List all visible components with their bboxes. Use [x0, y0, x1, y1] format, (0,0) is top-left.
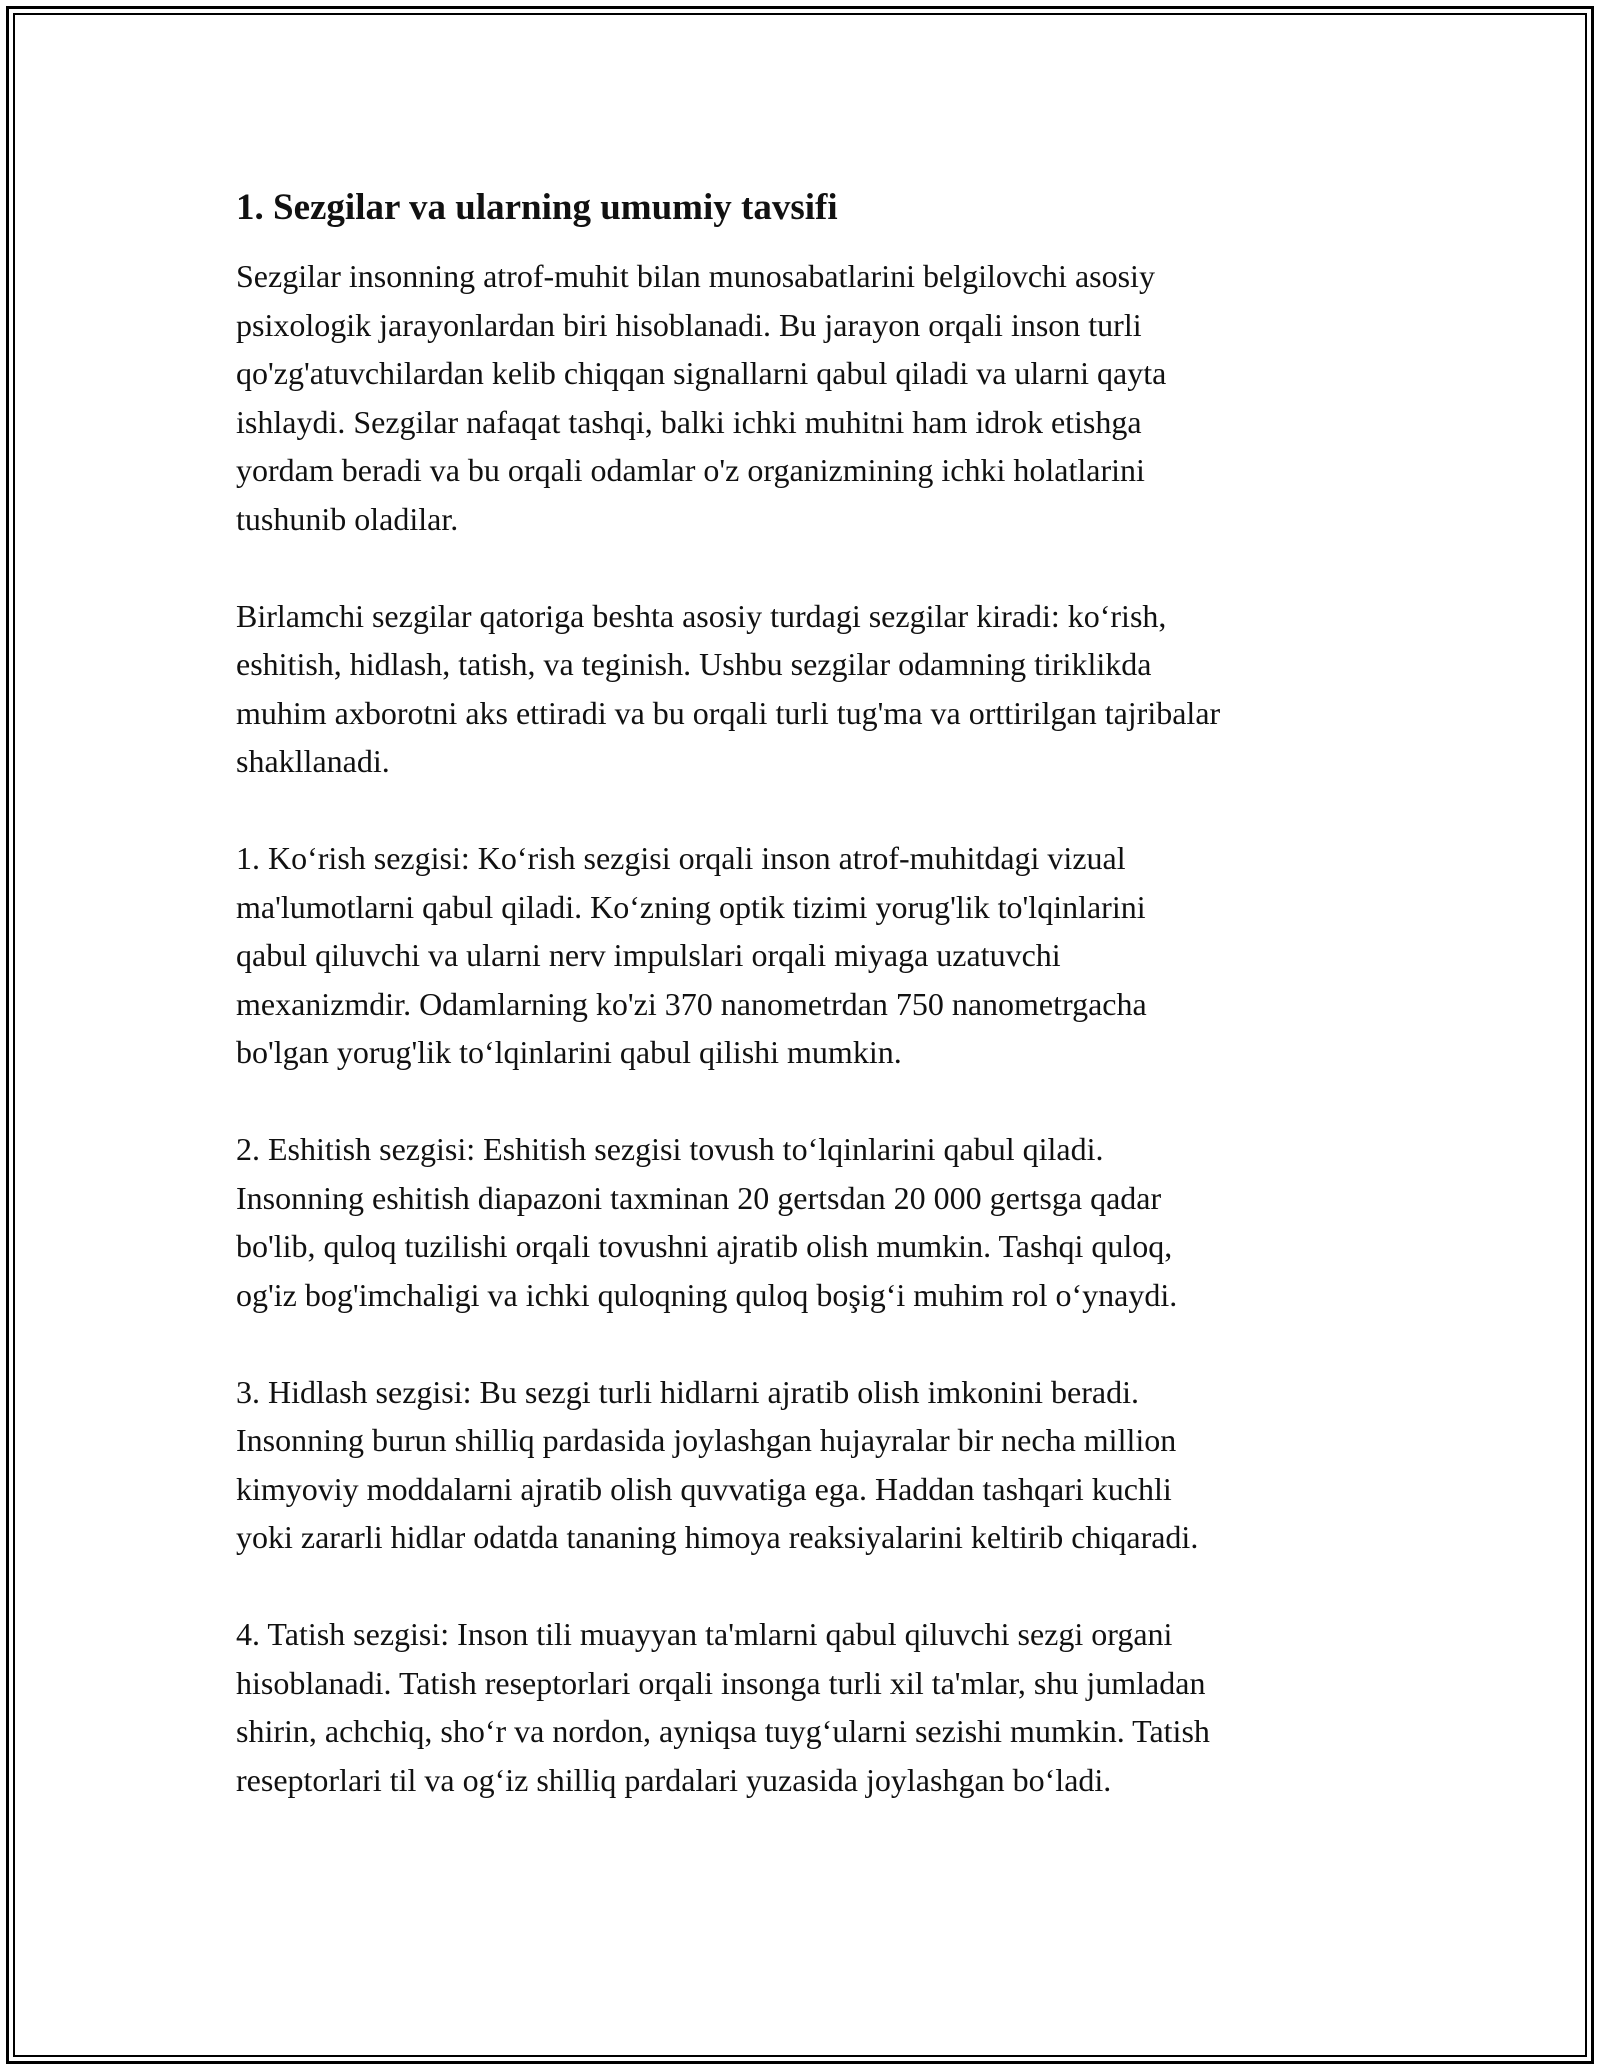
paragraph-line: bo'lib, quloq tuzilishi orqali tovushni ajratib olish mumkin. Tashqi quloq,	[236, 1228, 1173, 1264]
paragraph-line: shirin, achchiq, sho‘r va nordon, ayniqsa tuyg‘ularni sezishi mumkin. Tatish	[236, 1713, 1210, 1749]
paragraph-line: shakllanadi.	[236, 743, 390, 779]
paragraph-line: 4. Tatish sezgisi: Inson tili muayyan ta'mlarni qabul qiluvchi sezgi organi	[236, 1616, 1173, 1652]
paragraph-line: qo'zg'atuvchilardan kelib chiqqan signallarni qabul qiladi va ularni qayta	[236, 355, 1167, 391]
paragraph-line: yordam beradi va bu orqali odamlar o'z organizmining ichki holatlarini	[236, 452, 1145, 488]
paragraph-1	[236, 252, 1386, 543]
paragraph-line: eshitish, hidlash, tatish, va teginish. Ushbu sezgilar odamning tiriklikda	[236, 646, 1152, 682]
paragraph-line: Birlamchi sezgilar qatoriga beshta asosiy turdagi sezgilar kiradi: ko‘rish,	[236, 597, 1167, 634]
paragraph-6	[236, 1610, 1386, 1804]
paragraph-5	[236, 1368, 1386, 1562]
paragraph-list	[236, 252, 1386, 1804]
paragraph-line: Insonning eshitish diapazoni taxminan 20 gertsdan 20 000 gertsga qadar	[236, 1179, 1162, 1216]
paragraph-line: yoki zararli hidlar odatda tananing himoya reaksiyalarini keltirib chiqaradi.	[236, 1519, 1199, 1555]
paragraph-line: 2. Eshitish sezgisi: Eshitish sezgisi tovush to‘lqinlarini qabul qiladi.	[236, 1131, 1104, 1167]
paragraph-line: qabul qiluvchi va ularni nerv impulslari orqali miyaga uzatuvchi	[236, 937, 1061, 973]
paragraph-line: hisoblanadi. Tatish reseptorlari orqali insonga turli xil ta'mlar, shu jumladan	[236, 1664, 1206, 1701]
document-body	[236, 184, 1386, 1853]
paragraph-line: 1. Ko‘rish sezgisi: Ko‘rish sezgisi orqali inson atrof-muhitdagi vizual	[236, 840, 1126, 876]
paragraph-line: psixologik jarayonlardan biri hisoblanadi. Bu jarayon orqali inson turli	[236, 306, 1142, 343]
paragraph-line: bo'lgan yorug'lik to‘lqinlarini qabul qilishi mumkin.	[236, 1034, 902, 1070]
paragraph-3	[236, 834, 1386, 1077]
paragraph-line: mexanizmdir. Odamlarning ko'zi 370 nanometrdan 750 nanometrgacha	[236, 985, 1147, 1022]
paragraph-line: ma'lumotlarni qabul qiladi. Ko‘zning optik tizimi yorug'lik to'lqinlarini	[236, 888, 1146, 925]
document-title: 1. Sezgilar va ularning umumiy tavsifi	[236, 187, 838, 228]
paragraph-line: Sezgilar insonning atrof-muhit bilan munosabatlarini belgilovchi asosiy	[236, 258, 1155, 294]
paragraph-line: tushunib oladilar.	[236, 500, 459, 537]
paragraph-line: 3. Hidlash sezgisi: Bu sezgi turli hidlarni ajratib olish imkonini beradi.	[236, 1373, 1139, 1410]
paragraph-4	[236, 1125, 1386, 1319]
paragraph-line: kimyoviy moddalarni ajratib olish quvvatiga ega. Haddan tashqari kuchli	[236, 1470, 1172, 1507]
paragraph-line: Insonning burun shilliq pardasida joylashgan hujayralar bir necha million	[236, 1422, 1177, 1458]
paragraph-2	[236, 592, 1386, 786]
paragraph-line: ishlaydi. Sezgilar nafaqat tashqi, balki ichki muhitni ham idrok etishga	[236, 403, 1142, 440]
paragraph-line: og'iz bog'imchaligi va ichki quloqning quloq boşig‘i muhim rol o‘ynaydi.	[236, 1276, 1178, 1313]
paragraph-line: muhim axborotni aks ettiradi va bu orqali turli tug'ma va orttirilgan tajribalar	[236, 694, 1221, 731]
paragraph-line: reseptorlari til va og‘iz shilliq pardalari yuzasida joylashgan bo‘ladi.	[236, 1761, 1112, 1798]
